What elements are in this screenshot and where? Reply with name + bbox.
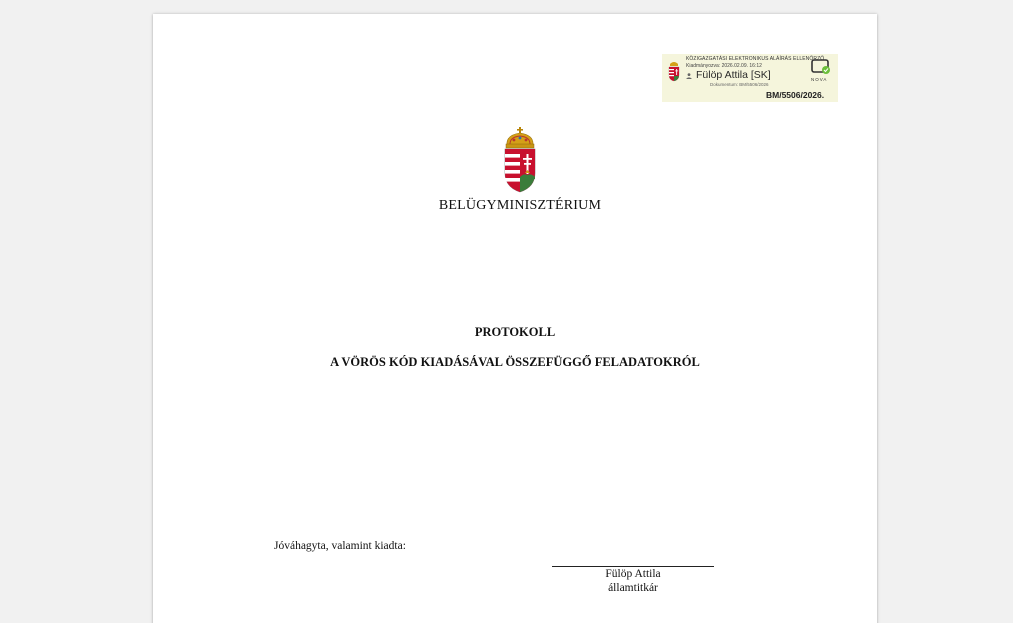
document-page xyxy=(153,14,877,623)
stamp-crest-icon xyxy=(667,60,681,82)
ministry-name: BELÜGYMINISZTÉRIUM xyxy=(438,198,602,213)
hungarian-coat-of-arms-icon xyxy=(500,127,540,193)
stamp-header: KÖZIGAZGATÁSI ELEKTRONIKUS ALÁÍRÁS ELLENŐRZŐ xyxy=(686,56,825,62)
stamp-sub-text: Dokumentum: BM/5506/2026 xyxy=(710,82,769,87)
stamp-logo-text: NOVA xyxy=(811,77,828,82)
document-reference-number: BM/5506/2026. xyxy=(766,90,825,100)
stamp-date: Kiadmányozva: 2026.02.09. 16:12 xyxy=(686,63,762,69)
document-subtitle: A VÖRÖS KÓD KIADÁSÁVAL ÖSSZEFÜGGŐ FELADATOKRÓL xyxy=(330,355,700,369)
approval-label: Jóváhagyta, valamint kiadta: xyxy=(274,540,406,552)
signature-stamp xyxy=(662,54,838,102)
document-title: PROTOKOLL xyxy=(474,325,556,339)
stamp-signer-name: Fülöp Attila [SK] xyxy=(696,69,771,81)
nova-logo-icon xyxy=(810,58,832,76)
person-icon xyxy=(685,73,693,79)
signer-name: Fülöp Attila xyxy=(605,568,661,580)
viewer-top-band xyxy=(0,0,1013,14)
signer-role: államtitkár xyxy=(608,582,658,594)
